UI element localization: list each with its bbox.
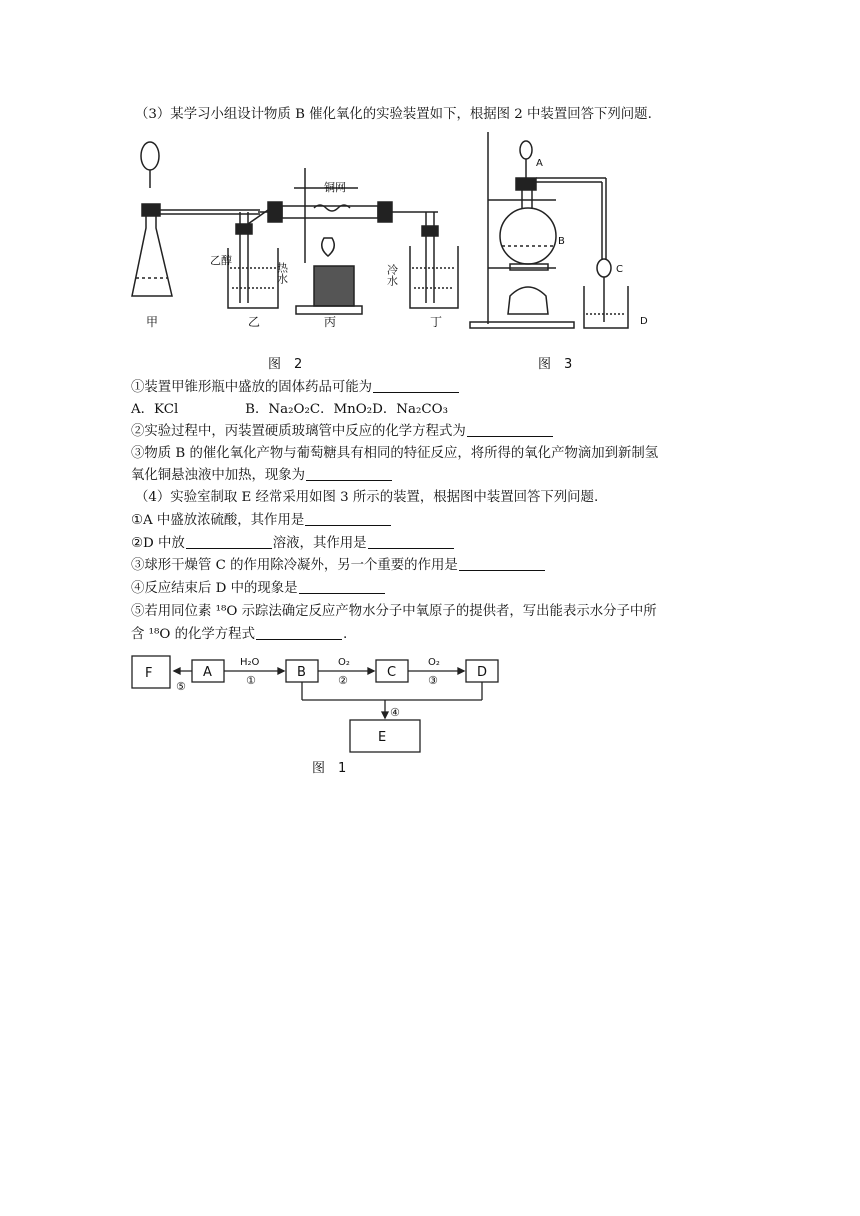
arrow-1-bottom: ① [246,674,256,687]
label-D: D [640,316,648,327]
question-4-intro: （4）实验室制取 E 经常采用如图 3 所示的装置，根据图中装置回答下列问题. [135,490,599,505]
arrow-5-label: ⑤ [176,680,186,693]
label-C: C [616,264,623,275]
label-tongwang: 铜网 [324,181,346,194]
answer-blank[interactable] [256,625,342,640]
answer-blank[interactable] [306,466,392,481]
box-C-label: C [387,665,397,680]
question-4-1: ①A 中盛放浓硫酸，其作用是 [131,511,392,531]
question-3-intro: （3）某学习小组设计物质 B 催化氧化的实验装置如下，根据图 2 中装置回答下列问题. [135,107,652,122]
answer-blank[interactable] [299,579,385,594]
question-4-4: ④反应结束后 D 中的现象是 [131,579,386,599]
label-yi: 乙 [248,315,261,329]
answer-blank[interactable] [368,534,454,549]
arrow-3-top: O₂ [428,657,440,668]
arrow-4-label: ④ [390,706,400,719]
figure-1-flowchart [128,648,502,774]
answer-blank[interactable] [186,534,272,549]
question-4-3: ③球形干燥管 C 的作用除冷凝外，另一个重要的作用是 [131,556,546,576]
figure-3-apparatus [466,128,656,378]
box-A-label: A [203,665,212,680]
box-B-label: B [297,665,306,680]
label-yichun: 乙醇 [210,254,232,267]
label-jia: 甲 [146,315,159,329]
figure-2-apparatus [128,128,464,378]
question-3-3: ③物质 B 的催化氧化产物与葡萄糖具有相同的特征反应，将所得的氧化产物滴加到新制氢 [131,446,659,461]
box-E-label: E [378,730,387,745]
arrow-2-top: O₂ [338,657,350,668]
answer-blank[interactable] [467,422,553,437]
label-bing: 丙 [324,315,337,329]
tube-bing [258,168,438,314]
arrow-3-bottom: ③ [428,674,438,687]
question-3-3-cont: 氧化铜悬浊液中加热，现象为 [131,466,393,486]
arrow-1-top: H₂O [240,657,260,668]
figure-3-caption: 图 3 [538,357,573,372]
answer-blank[interactable] [459,556,545,571]
question-4-5-cont: 含 ¹⁸O 的化学方程式 . [131,627,348,642]
figure-2-caption: 图 2 [268,357,303,372]
box-F-label: F [145,666,153,681]
question-4-2: ②D 中放 溶液，其作用是 [131,534,455,554]
answer-blank[interactable] [373,378,459,393]
arrow-2-bottom: ② [338,674,348,687]
label-B: B [558,236,565,247]
flask-jia [132,142,260,296]
question-4-5: ⑤若用同位素 ¹⁸O 示踪法确定反应产物水分子中氧原子的提供者，写出能表示水分子中所 [131,604,657,619]
answer-blank[interactable] [305,511,391,526]
beaker-yi [228,210,278,308]
label-A: A [536,158,543,169]
question-3-1: ①装置甲锥形瓶中盛放的固体药品可能为 [131,378,460,398]
beaker-ding [410,212,458,308]
figure-1-caption: 图 1 [312,761,347,774]
label-lengshui: 冷水 [385,264,399,286]
box-D-label: D [477,665,488,680]
question-3-1-options: A．KCl B．Na₂O₂C．MnO₂D．Na₂CO₃ [131,402,448,417]
question-3-2: ②实验过程中，丙装置硬质玻璃管中反应的化学方程式为 [131,422,554,442]
label-ding: 丁 [430,315,443,329]
label-reshui: 热水 [275,262,289,284]
